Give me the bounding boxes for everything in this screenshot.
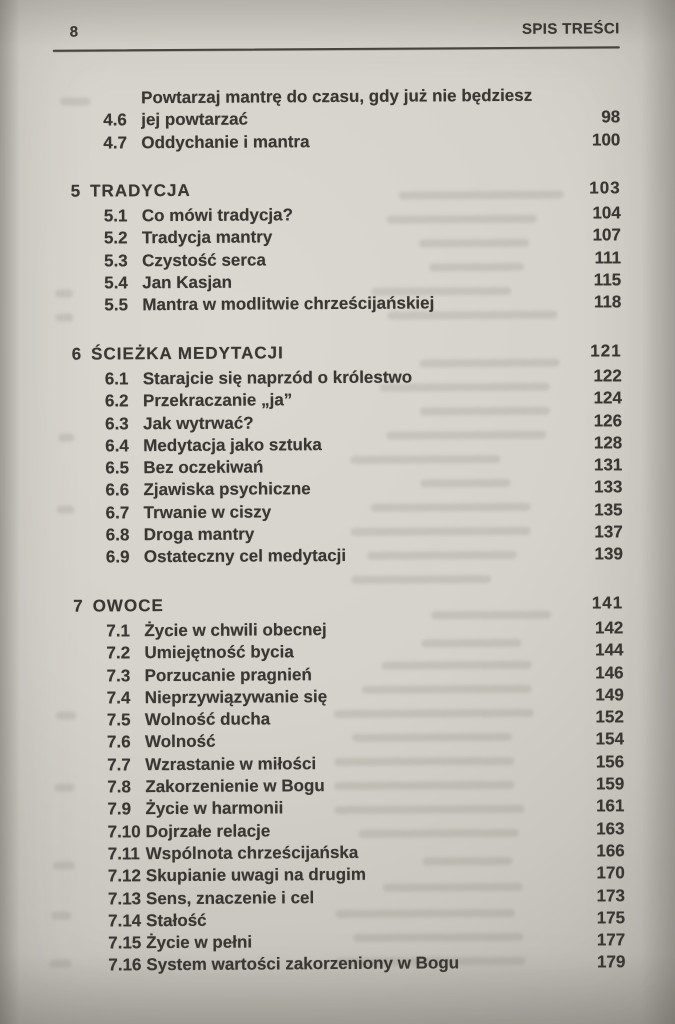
entry-page-number: 163 <box>596 818 625 839</box>
entry-title: Bez oczekiwań <box>143 457 264 478</box>
bleedthrough-mark <box>51 912 71 920</box>
entry-title: Medytacja jako sztuka <box>143 434 322 456</box>
entry-title: Jan Kasjan <box>142 272 233 293</box>
entry-title: Wolność ducha <box>144 709 271 730</box>
entry-title: Ostateczny cel medytacji <box>143 546 347 567</box>
entry-page-number: 161 <box>595 796 625 816</box>
toc-entry-row <box>75 885 625 911</box>
entry-number: 7.12 <box>107 866 141 886</box>
entry-number: 7 <box>73 596 84 616</box>
entry-number: 7.13 <box>107 888 142 908</box>
entry-title: Powtarzaj mantrę do czasu, gdy już nie będziesz jej powtarzać <box>141 85 533 130</box>
entry-title: OWOCE <box>92 595 164 616</box>
entry-title: ŚCIEŻKA MEDYTACJI <box>91 342 284 364</box>
entry-title: Co mówi tradycja? <box>141 205 294 226</box>
toc-entry-row <box>73 544 623 570</box>
bleedthrough-mark <box>49 960 71 968</box>
entry-title: Mantra w modlitwie chrześcijańskiej <box>142 293 435 315</box>
entry-number: 6.1 <box>104 369 129 389</box>
entry-page-number: 175 <box>596 908 626 928</box>
entry-page-number: 107 <box>592 225 621 245</box>
entry-page-number: 118 <box>593 292 622 312</box>
bleedthrough-mark <box>54 784 74 792</box>
entry-number: 7.16 <box>108 955 142 975</box>
entry-page-number: 122 <box>593 366 622 386</box>
entry-page-number: 141 <box>591 592 624 613</box>
entry-number: 6 <box>71 344 83 364</box>
running-head-title: SPIS TREŚCI <box>521 20 620 38</box>
entry-number: 4.6 <box>103 110 127 130</box>
entry-page-number: 111 <box>594 248 622 268</box>
entry-title: Droga mantry <box>143 524 255 545</box>
toc-entry-row <box>70 84 620 132</box>
entry-page-number: 146 <box>595 662 624 682</box>
entry-number: 6.8 <box>105 525 130 545</box>
entry-page-number: 144 <box>595 640 624 660</box>
entry-number: 6.9 <box>105 547 130 567</box>
entry-page-number: 126 <box>593 410 623 430</box>
toc-chapter-row <box>73 592 623 618</box>
header-rule <box>53 46 620 51</box>
entry-number: 7.9 <box>107 799 132 819</box>
entry-title: System wartości zakorzeniony w Bogu <box>146 953 460 975</box>
entry-page-number: 128 <box>593 433 623 453</box>
entry-number: 7.11 <box>107 844 140 864</box>
entry-title: Zjawiska psychiczne <box>143 479 311 500</box>
entry-title: Przekraczanie „ja” <box>142 390 293 411</box>
toc-entry-row <box>75 862 625 888</box>
entry-number: 7.14 <box>108 911 142 931</box>
ghost-bleedthrough-layer <box>0 0 672 2</box>
bleedthrough-mark <box>53 862 75 870</box>
entry-title: Jak wytrwać? <box>143 413 254 433</box>
entry-page-number: 115 <box>593 270 622 290</box>
entry-number: 7.10 <box>107 821 141 842</box>
entry-page-number: 170 <box>596 863 625 883</box>
entry-title: Dojrzałe relacje <box>145 821 271 841</box>
entry-number: 6.3 <box>105 413 129 433</box>
entry-number: 6.5 <box>105 458 130 478</box>
entry-title: Stałość <box>146 910 207 930</box>
page-number: 8 <box>69 23 79 41</box>
entry-number: 5.3 <box>104 251 128 271</box>
toc-entry-row <box>75 907 625 933</box>
entry-title: Zakorzenienie w Bogu <box>145 776 325 797</box>
entry-page-number: 166 <box>596 841 625 861</box>
entry-number: 7.8 <box>107 777 131 797</box>
toc-entry-row <box>71 292 621 318</box>
entry-page-number: 179 <box>596 952 626 972</box>
entry-number: 5.2 <box>103 228 128 248</box>
entry-title: Wolność <box>144 732 216 752</box>
entry-number: 6.4 <box>105 436 129 456</box>
toc-chapter-row <box>71 177 621 203</box>
entry-page-number: 104 <box>592 203 621 223</box>
entry-number: 5 <box>70 181 82 201</box>
entry-title: Starajcie się naprzód o królestwo <box>142 367 413 389</box>
entry-title: Życie w pełni <box>146 932 253 953</box>
entry-page-number: 121 <box>590 340 622 361</box>
entry-title: TRADYCJA <box>90 180 191 201</box>
entry-page-number: 103 <box>589 178 621 198</box>
entry-title: Nieprzywiązywanie się <box>144 686 328 708</box>
entry-number: 7.2 <box>106 643 131 663</box>
entry-number: 6.6 <box>105 480 130 500</box>
toc-entry-row <box>75 952 625 978</box>
entry-number: 7.3 <box>106 665 131 685</box>
entry-number: 7.1 <box>106 621 131 641</box>
entry-title: Skupianie uwagi na drugim <box>145 865 366 886</box>
toc-entry-row <box>75 840 625 866</box>
toc-entry-row <box>75 818 625 844</box>
entry-title: Życie w harmonii <box>145 798 284 819</box>
entry-number: 5.1 <box>103 206 128 226</box>
entry-number: 6.2 <box>104 391 129 411</box>
entry-page-number: 159 <box>595 774 625 794</box>
entry-number: 7.6 <box>106 732 131 752</box>
entry-title: Sens, znaczenie i cel <box>145 887 315 908</box>
entry-page-number: 131 <box>593 455 623 475</box>
entry-page-number: 173 <box>596 885 626 905</box>
toc-chapter-row <box>72 340 622 366</box>
entry-page-number: 142 <box>594 618 624 638</box>
entry-title: Porzucanie pragnień <box>144 664 312 685</box>
entry-page-number: 137 <box>594 522 623 542</box>
entry-title: Wspólnota chrześcijańska <box>145 842 359 864</box>
entry-page-number: 152 <box>595 707 624 727</box>
toc-list <box>70 80 625 977</box>
entry-title: Życie w chwili obecnej <box>144 620 327 641</box>
entry-number: 7.4 <box>106 688 131 708</box>
entry-page-number: 98 <box>601 107 621 127</box>
entry-title: Wzrastanie w miłości <box>145 753 317 774</box>
entry-number: 4.7 <box>103 132 128 153</box>
toc-entry-row <box>70 129 620 155</box>
entry-number: 5.4 <box>104 273 128 293</box>
entry-page-number: 135 <box>594 500 623 520</box>
entry-page-number: 133 <box>594 477 623 497</box>
entry-number: 7.5 <box>106 710 131 730</box>
entry-title: Czystość serca <box>142 250 266 270</box>
entry-page-number: 149 <box>595 685 624 705</box>
entry-number: 7.15 <box>108 933 142 953</box>
entry-title: Tradycja mantry <box>141 227 273 248</box>
entry-number: 7.7 <box>107 754 131 775</box>
entry-title: Oddychanie i mantra <box>141 131 310 152</box>
entry-page-number: 156 <box>595 751 625 772</box>
entry-page-number: 100 <box>591 129 621 150</box>
entry-title: Trwanie w ciszy <box>143 502 272 522</box>
entry-number: 6.7 <box>105 503 130 523</box>
entry-number: 5.5 <box>104 295 129 315</box>
entry-page-number: 139 <box>594 544 623 564</box>
running-header <box>53 20 620 40</box>
entry-title: Umiejętność bycia <box>144 642 294 663</box>
entry-page-number: 124 <box>593 388 622 408</box>
entry-page-number: 177 <box>596 930 626 950</box>
entry-page-number: 154 <box>595 729 625 749</box>
